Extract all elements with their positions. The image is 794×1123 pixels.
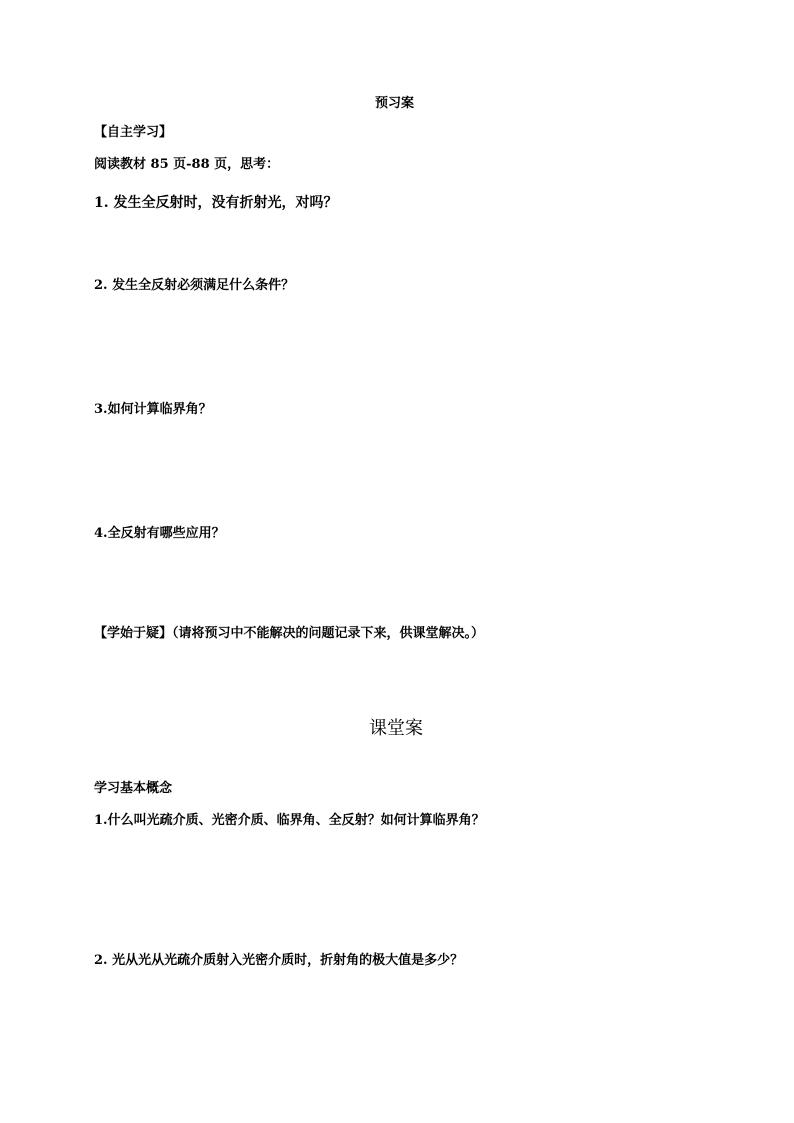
reading-instruction: 阅读教材 85 页-88 页，思考： <box>94 157 280 172</box>
preview-question-3: 3.如何计算临界角？ <box>94 402 212 417</box>
doubts-note: （请将预习中不能解决的问题记录下来，供课堂解决。） <box>172 626 485 641</box>
preview-question-4: 4.全反射有哪些应用？ <box>94 526 225 541</box>
preview-title: 预习案 <box>375 96 415 111</box>
classroom-question-1: 1.什么叫光疏介质、光密介质、临界角、全反射？如何计算临界角？ <box>94 813 485 828</box>
doubts-heading: 【学始于疑】 <box>94 626 173 641</box>
self-study-heading: 【自主学习】 <box>94 125 173 140</box>
classroom-question-2: 2. 光从光从光疏介质射入光密介质时，折射角的极大值是多少？ <box>94 953 464 968</box>
concepts-heading: 学习基本概念 <box>94 781 173 796</box>
classroom-title: 课堂案 <box>369 718 423 739</box>
preview-question-2: 2. 发生全反射必须满足什么条件？ <box>94 278 295 293</box>
doubts-line <box>94 627 484 640</box>
preview-question-1: 1. 发生全反射时，没有折射光，对吗？ <box>94 195 338 211</box>
